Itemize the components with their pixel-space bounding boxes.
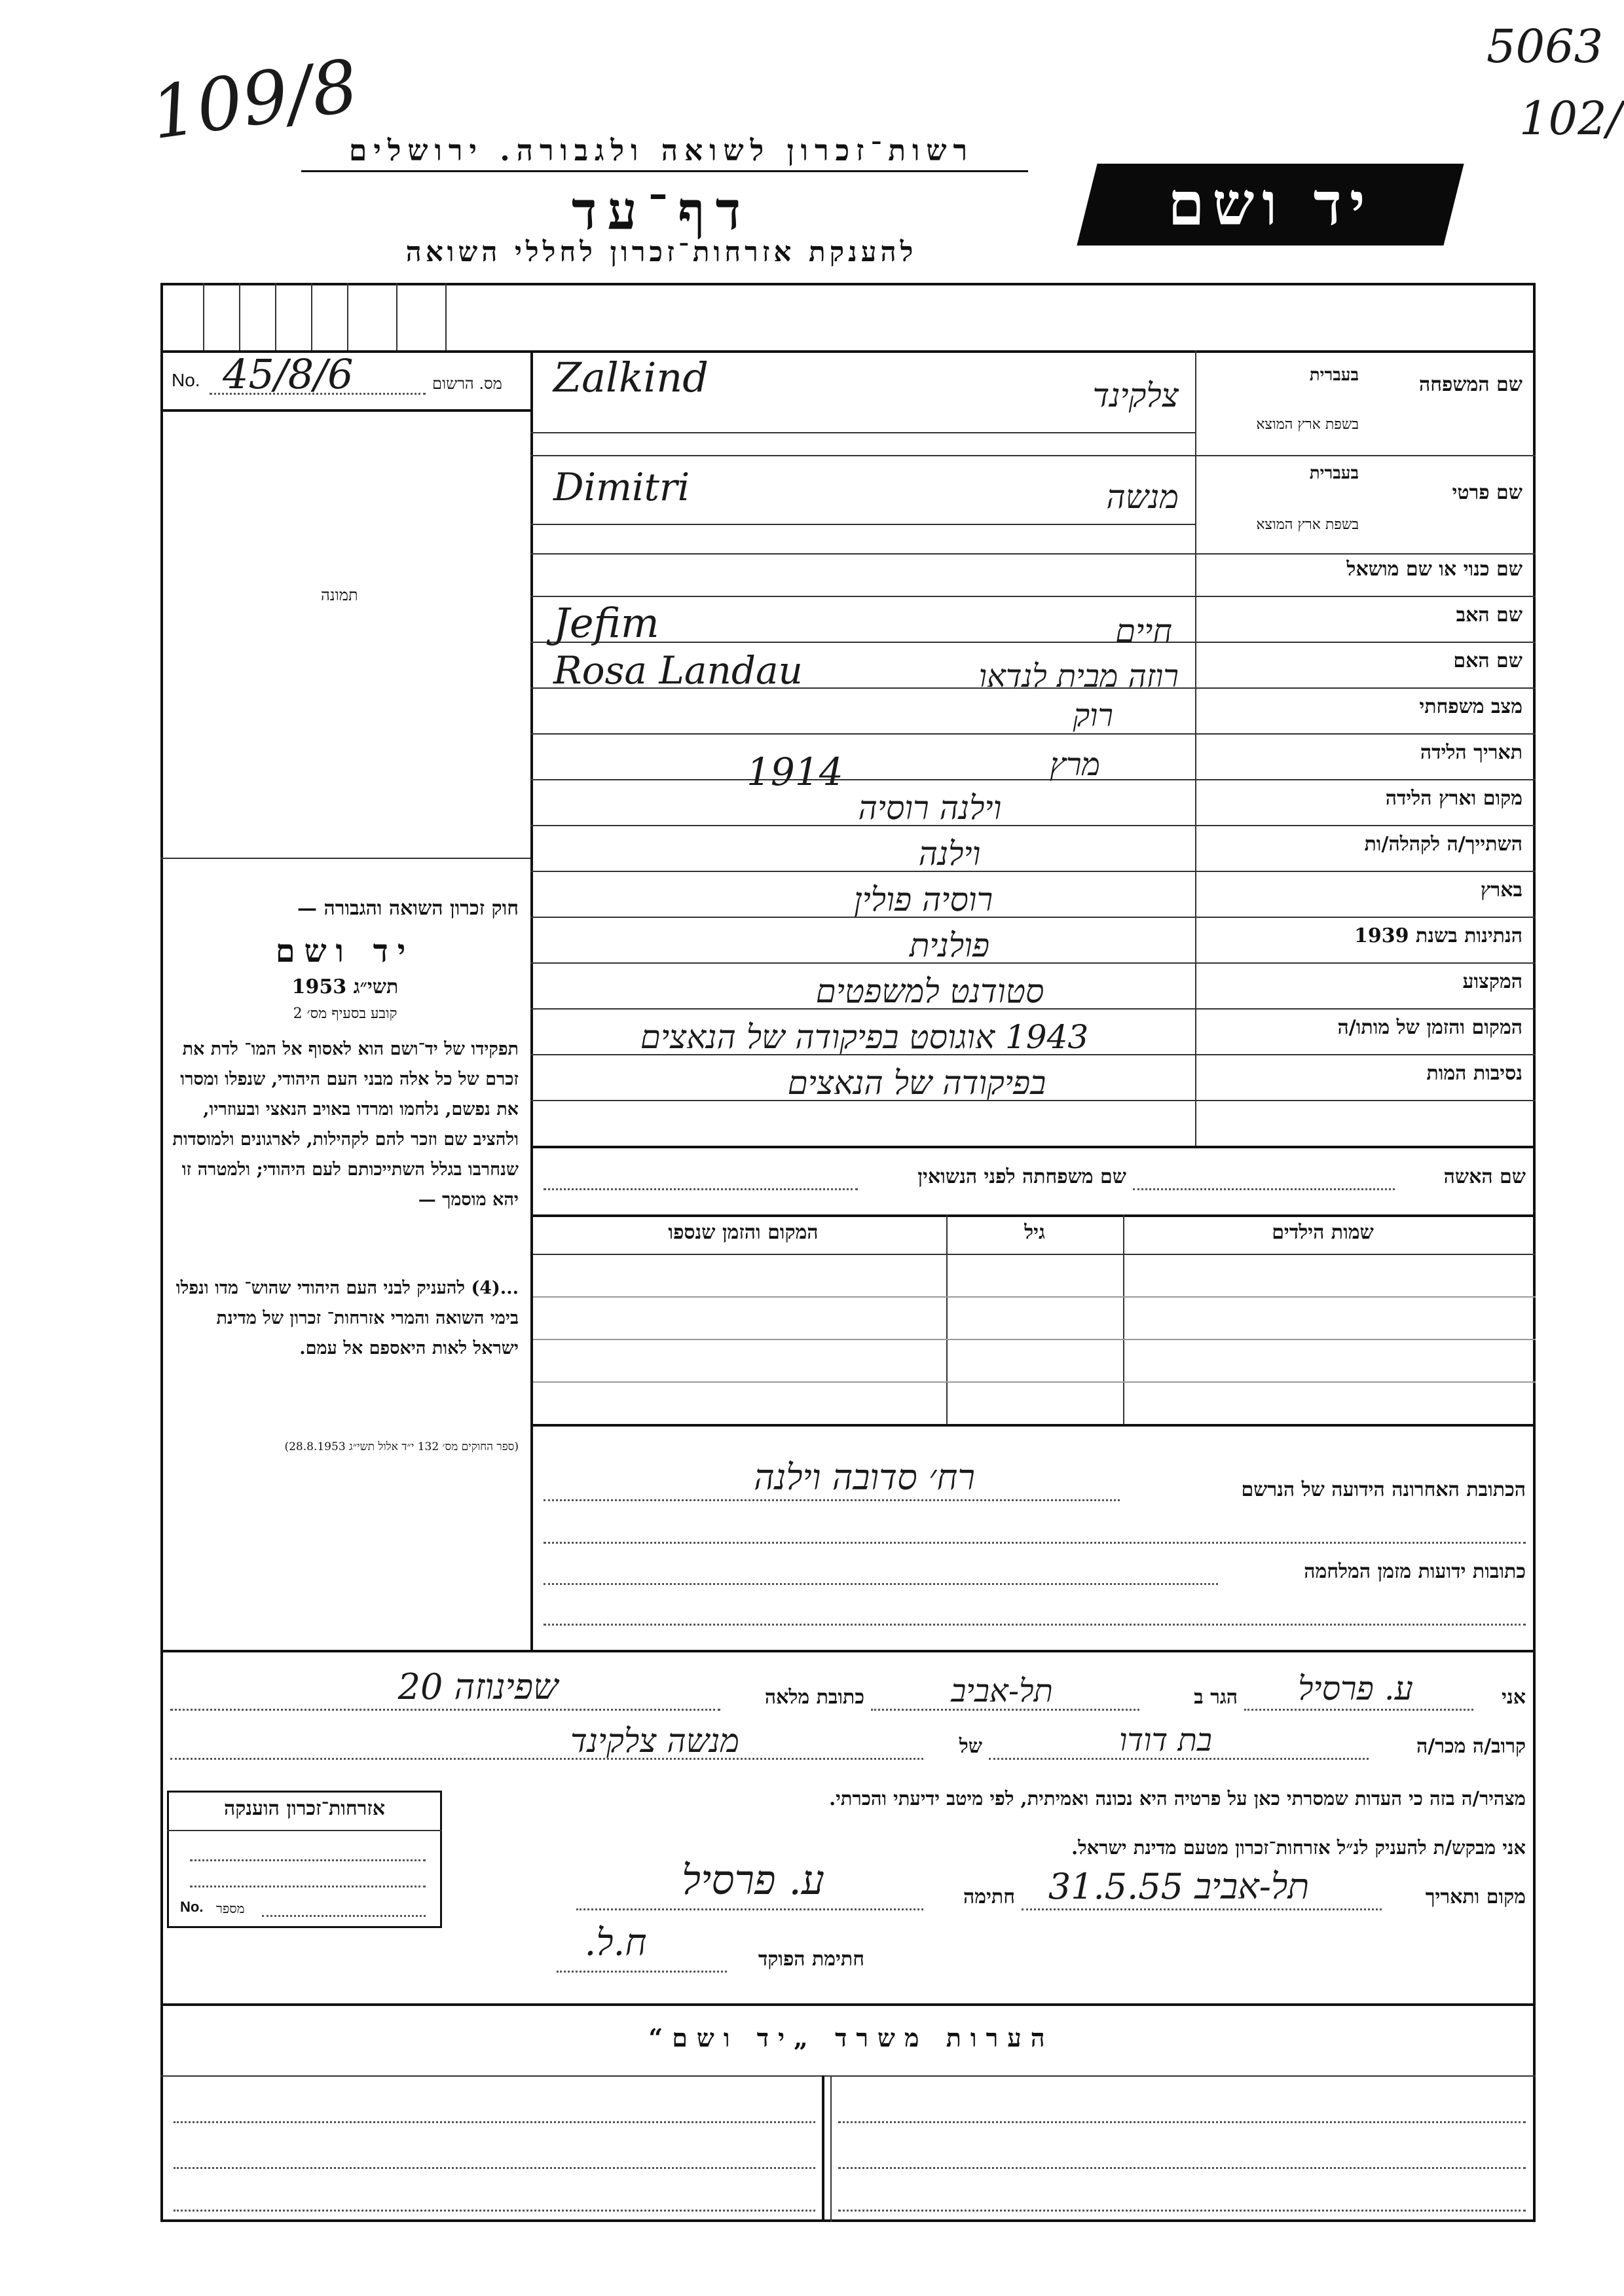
first-name-hebrew-sub: בעברית	[1309, 464, 1359, 483]
mother-hebrew: רוזה מבית לנדאו	[978, 658, 1179, 695]
last-address-value: רח׳ סדובה וילנה	[754, 1457, 975, 1498]
citizenship-no-label: No.	[180, 1899, 204, 1915]
mother-label: שם האם	[1453, 649, 1522, 672]
resides-label: הגר ב	[1194, 1686, 1238, 1709]
community-label: השתייך/ה לקהלה/ות	[1364, 833, 1522, 856]
reg-no-label: No.	[172, 370, 200, 390]
form-title: דף־עד	[571, 180, 752, 242]
place-date-value: תל-אביב 31.5.55	[1048, 1866, 1310, 1907]
law-name: יד ושם	[275, 933, 415, 970]
first-name-label: שם פרטי	[1452, 481, 1522, 504]
profession-value: סטודנט למשפטים	[815, 972, 1044, 1010]
officer-signature-value: ח.ל.	[584, 1922, 647, 1964]
law-year: תשי״ג 1953	[291, 975, 399, 998]
declarant-name: ע. פרסיל	[1298, 1669, 1413, 1707]
father-hebrew: חיים	[1115, 612, 1172, 650]
country-label: בארץ	[1480, 879, 1522, 902]
photo-label: תמונה	[321, 586, 358, 604]
form-subtitle: להענקת אזרחות־זכרון לחללי השואה	[405, 236, 917, 268]
officer-signature-label: חתימת הפוקד	[758, 1948, 864, 1971]
reg-no-value: 45/8/6	[223, 350, 354, 398]
full-address-value: שפינוזה 20	[397, 1666, 559, 1707]
law-paragraph-2: ...(4) להעניק לבני העם היהודי שהוש־ מדו ונפלו בימי השואה והמרי אזרחות־ זכרון של מדינת ישראל לאות היאספם אל עמם.	[175, 1278, 519, 1358]
first-name-latin: Dimitri	[553, 465, 690, 509]
war-address-label: כתובות ידועות מזמן המלחמה	[1304, 1560, 1526, 1583]
citizenship-box-title: אזרחות־זכרון הוענקה	[223, 1797, 386, 1820]
family-name-label: שם המשפחה	[1418, 373, 1522, 396]
first-name-origin-sub: בשפת ארץ המוצא	[1256, 517, 1359, 533]
resides-value: תל-אביב	[951, 1673, 1053, 1709]
family-name-hebrew: צלקינד	[1092, 376, 1179, 414]
of-value: מנשה צלקינד	[570, 1722, 739, 1760]
family-name-hebrew-sub: בעברית	[1309, 365, 1359, 385]
father-latin: Jefim	[553, 599, 659, 647]
archive-mark-left: 109/8	[145, 43, 363, 156]
last-address-label: הכתובת האחרונה הידועה של הנרשם	[1241, 1478, 1526, 1501]
birth-place-label: מקום וארץ הלידה	[1385, 787, 1522, 810]
country-value: רוסיה פולין	[853, 881, 993, 919]
marital-label: מצב משפחתי	[1419, 695, 1522, 718]
law-paragraph-1: תפקידו של יד־ושם הוא לאסוף אל המו־ לדת את זכרם של כל אלה מבני העם היהודי, שנפלו ומסרו את נפשם, נלחמו ומרדו באויב הנאצי ובעוזריו, ולהציב שם וזכר להם לקהילות, לארגונים ולמוסדות שנחרבו בגלל השתייכותם לעם היהודי; ולמטרה זו יהא מוסמך —	[172, 1039, 519, 1210]
full-address-label: כתובת מלאה	[764, 1686, 864, 1709]
authority-title: רשות־זכרון לשואה ולגבורה. ירושלים	[348, 134, 974, 168]
citizenship-label: הנתינות בשנת 1939	[1354, 924, 1522, 947]
law-clause: קובע בסעיף מס׳ 2	[293, 1006, 397, 1022]
death-cause-value: בפיקודה של הנאצים	[787, 1064, 1046, 1102]
birth-date-hebrew: מרץ	[1049, 746, 1100, 783]
birth-date-label: תאריך הלידה	[1420, 741, 1522, 764]
father-label: שם האב	[1456, 604, 1522, 627]
label-column-divider	[1195, 350, 1196, 1146]
citizenship-value: פולנית	[909, 926, 990, 964]
remarks-title: הערות משרד „יד ושם“	[648, 2023, 1054, 2052]
signature-value: ע. פרסיל	[682, 1856, 824, 1904]
profession-label: המקצוע	[1462, 970, 1522, 993]
declarant-i-label: אני	[1502, 1686, 1526, 1709]
of-label: של	[959, 1735, 982, 1758]
family-name-latin: Zalkind	[553, 354, 709, 401]
law-title: חוק זכרון השואה והגבורה —	[297, 897, 519, 920]
left-column-divider	[530, 350, 533, 1146]
wife-label: שם האשה	[1443, 1165, 1526, 1188]
death-label: המקום והזמן של מותו/ה	[1337, 1016, 1522, 1039]
top-strip-line	[160, 350, 1536, 353]
place-date-label: מקום ותאריך	[1425, 1886, 1526, 1908]
relative-value: בת דודו	[1119, 1722, 1212, 1758]
children-col-names: שמות הילדים	[1272, 1221, 1374, 1244]
authority-underline	[301, 170, 1028, 172]
archive-mark-right-1: 5063	[1486, 20, 1604, 73]
logo-text: יד ושם	[1168, 170, 1373, 239]
nickname-label: שם כנוי או שם מושאל	[1346, 558, 1522, 581]
citizenship-no-heb: מספר	[216, 1901, 245, 1916]
family-name-origin-sub: בשפת ארץ המוצא	[1256, 416, 1359, 433]
first-name-hebrew: מנשה	[1106, 478, 1179, 516]
birth-date-value: 1914	[747, 750, 843, 794]
birth-place-value: וילנה רוסיה	[858, 789, 1002, 827]
children-col-place: המקום והזמן שנספו	[668, 1221, 819, 1244]
declaration-text: מצהיר/ה בזה כי העדות שמסרתי כאן על פרטיה היא נכונה ואמיתית, לפי מיטב ידיעתי והכרתי.	[829, 1787, 1526, 1810]
children-col-age: גיל	[1024, 1221, 1045, 1244]
wife-maiden-label: שם משפחתה לפני הנשואין	[917, 1165, 1126, 1188]
signature-label: חתימה	[963, 1886, 1015, 1908]
death-cause-label: נסיבות המות	[1426, 1062, 1522, 1085]
mother-latin: Rosa Landau	[553, 648, 803, 693]
death-value: 1943 אוגוסט בפיקודה של הנאצים	[640, 1018, 1089, 1056]
request-text: אני מבקש/ת להעניק לנ״ל אזרחות־זכרון מטעם מדינת ישראל.	[1071, 1836, 1526, 1859]
reg-no-heb-label: מס. הרשום	[432, 374, 502, 393]
relative-label: קרוב/ה מכר/ה	[1416, 1735, 1526, 1758]
marital-value: רוק	[1073, 697, 1113, 734]
community-value: וילנה	[918, 835, 981, 873]
law-footnote: (ספר החוקים מס׳ 132 י״ד אלול תשי״ג 28.8.1953)	[284, 1440, 519, 1453]
archive-mark-right-2: 102/	[1519, 92, 1623, 145]
